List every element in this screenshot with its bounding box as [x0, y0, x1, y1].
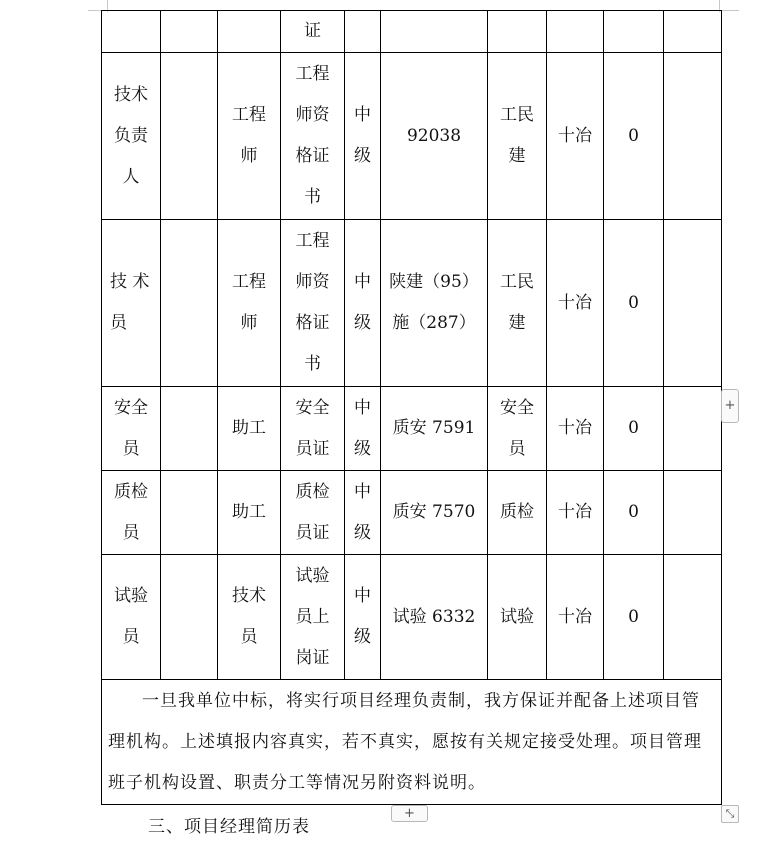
- cert-line: 工程: [295, 64, 330, 84]
- number-line: 质安 7570: [392, 502, 476, 522]
- unit-cell[interactable]: [547, 220, 604, 387]
- role-cell[interactable]: [102, 471, 161, 555]
- number-text: [393, 597, 476, 638]
- major-line: 安全: [500, 397, 534, 418]
- remark-cell[interactable]: [664, 220, 722, 387]
- cert-line: 员证: [295, 438, 330, 459]
- cert-line: 格证: [295, 146, 330, 166]
- major-text: [500, 95, 534, 177]
- level-line: 中: [354, 272, 371, 292]
- title-cell[interactable]: [218, 471, 281, 555]
- table-resize-handle[interactable]: ⤡: [721, 805, 739, 823]
- role-line: 质检: [114, 481, 148, 502]
- table-row: [102, 471, 722, 555]
- level-text: [354, 95, 371, 177]
- number-text: [389, 262, 479, 344]
- level-cell[interactable]: [345, 555, 381, 680]
- cert-cell[interactable]: [281, 471, 345, 555]
- role-line: 技术: [114, 84, 148, 105]
- count-cell[interactable]: [604, 53, 664, 220]
- cert-line: 员上: [295, 606, 330, 627]
- cert-line: 质检: [295, 481, 330, 502]
- role-text: [114, 388, 148, 470]
- count-text: 0: [628, 502, 639, 522]
- count-text: 0: [628, 606, 639, 627]
- count-cell[interactable]: [604, 471, 664, 555]
- table-row-note: [102, 680, 722, 805]
- cert-cell[interactable]: [281, 555, 345, 680]
- unit-text: 十冶: [558, 292, 592, 313]
- cert-number-cell[interactable]: [381, 220, 488, 387]
- role-text: [114, 75, 148, 198]
- cert-text: [296, 54, 330, 218]
- cert-number-cell[interactable]: [381, 53, 488, 220]
- staff-table: [101, 10, 722, 805]
- name-cell[interactable]: [161, 555, 218, 680]
- level-cell[interactable]: [345, 471, 381, 555]
- name-cell[interactable]: [161, 471, 218, 555]
- role-line: 员: [110, 313, 127, 333]
- add-column-button[interactable]: +: [721, 389, 739, 423]
- cert-line: 师资: [295, 105, 330, 125]
- cert-line: 试验: [295, 565, 330, 586]
- major-line: 建: [508, 313, 526, 333]
- major-text: [500, 492, 534, 533]
- table-row: [102, 53, 722, 220]
- number-text: [393, 408, 476, 449]
- table-cell[interactable]: [102, 11, 161, 53]
- major-cell[interactable]: [488, 387, 547, 471]
- level-cell[interactable]: [345, 387, 381, 471]
- cert-line: 工程: [295, 231, 330, 251]
- cert-line: 格证: [295, 313, 330, 333]
- major-cell[interactable]: [488, 220, 547, 387]
- role-cell[interactable]: [102, 387, 161, 471]
- unit-cell[interactable]: [547, 387, 604, 471]
- major-line: 试验: [500, 606, 534, 627]
- table-cell[interactable]: [218, 11, 281, 53]
- cert-line: 书: [304, 354, 321, 374]
- level-text: [354, 388, 371, 470]
- major-line: 工民: [500, 105, 534, 125]
- level-cell[interactable]: [345, 220, 381, 387]
- title-text: [232, 408, 266, 449]
- cert-text: [296, 556, 330, 679]
- unit-cell[interactable]: [547, 471, 604, 555]
- level-line: 级: [354, 146, 371, 166]
- major-line: 工民: [500, 272, 534, 292]
- level-text: [354, 576, 371, 658]
- count-text: 0: [628, 418, 639, 438]
- title-cell[interactable]: [218, 387, 281, 471]
- count-cell[interactable]: [604, 387, 664, 471]
- table-row: [102, 220, 722, 387]
- name-cell[interactable]: [161, 220, 218, 387]
- commitment-note-cell[interactable]: [102, 680, 722, 805]
- unit-text: 十冶: [558, 418, 592, 438]
- number-line: 施（287）: [392, 313, 476, 333]
- role-text: [114, 472, 148, 554]
- unit-text: 十冶: [558, 502, 592, 522]
- title-cell[interactable]: [218, 220, 281, 387]
- table-cell[interactable]: [664, 11, 722, 53]
- cert-number-cell[interactable]: [381, 387, 488, 471]
- table-cell[interactable]: [604, 11, 664, 53]
- role-line: 员: [122, 522, 140, 543]
- level-line: 中: [354, 481, 371, 502]
- role-cell[interactable]: [102, 555, 161, 680]
- major-cell[interactable]: [488, 471, 547, 555]
- title-line: 员: [240, 627, 258, 647]
- remark-cell[interactable]: [664, 471, 722, 555]
- number-text: [407, 116, 461, 157]
- level-cell[interactable]: [345, 53, 381, 220]
- role-line: 员: [122, 438, 140, 459]
- name-cell[interactable]: [161, 387, 218, 471]
- title-cell[interactable]: [218, 53, 281, 220]
- title-line: 师: [240, 313, 258, 333]
- title-text: [232, 492, 266, 533]
- table-cell[interactable]: [488, 11, 547, 53]
- cert-line: 员证: [295, 522, 330, 543]
- level-line: 级: [354, 313, 371, 333]
- commitment-note: 一旦我单位中标，将实行项目经理负责制，我方保证并配备上述项目管理机构。上述填报内容真实，若不真实，愿按有关规定接受处理。项目管理班子机构设置、职责分工等情况另附资料说明。: [108, 690, 702, 793]
- unit-text: 十冶: [558, 125, 592, 146]
- count-cell[interactable]: [604, 555, 664, 680]
- count-cell[interactable]: [604, 220, 664, 387]
- number-line: 质安 7591: [392, 418, 476, 438]
- unit-cell[interactable]: [547, 53, 604, 220]
- number-line: 陕建（95）: [389, 272, 479, 292]
- role-line: 安全: [114, 397, 148, 418]
- cert-line: 安全: [295, 397, 330, 418]
- table-cell[interactable]: [547, 11, 604, 53]
- cert-cell[interactable]: [281, 220, 345, 387]
- major-cell[interactable]: [488, 53, 547, 220]
- unit-text: 十冶: [558, 606, 592, 627]
- level-line: 中: [354, 105, 371, 125]
- cert-text: [296, 472, 330, 554]
- role-line: 技 术: [110, 272, 150, 292]
- table-cell[interactable]: [281, 11, 345, 53]
- role-text: [110, 262, 149, 344]
- add-row-button[interactable]: +: [391, 805, 428, 822]
- major-cell[interactable]: [488, 555, 547, 680]
- cert-text: [296, 388, 330, 470]
- level-text: [354, 472, 371, 554]
- cert-cell[interactable]: [281, 53, 345, 220]
- number-line: 试验 6332: [392, 606, 476, 627]
- table-cell[interactable]: [161, 11, 218, 53]
- cert-line: 书: [304, 187, 321, 207]
- title-line: 师: [240, 146, 258, 166]
- role-cell[interactable]: [102, 53, 161, 220]
- title-line: 助工: [232, 418, 266, 438]
- role-line: 人: [122, 166, 140, 187]
- level-line: 中: [354, 397, 371, 418]
- major-line: 建: [508, 146, 526, 166]
- major-text: [500, 388, 534, 470]
- level-text: [354, 262, 371, 344]
- cert-text: [296, 221, 330, 385]
- cert-cell[interactable]: [281, 387, 345, 471]
- cert-number-cell[interactable]: [381, 555, 488, 680]
- role-text: [114, 576, 148, 658]
- count-text: 0: [628, 125, 639, 146]
- table-row: [102, 555, 722, 680]
- cert-line: 师资: [295, 272, 330, 292]
- table-row-top-fragment: [102, 11, 722, 53]
- page-margin-mark-right-h: [719, 10, 739, 11]
- level-line: 中: [354, 586, 371, 606]
- role-line: 试验: [114, 586, 148, 606]
- remark-cell[interactable]: [664, 555, 722, 680]
- table-cell[interactable]: [345, 11, 381, 53]
- table-row: [102, 387, 722, 471]
- title-line: 工程: [232, 105, 266, 125]
- title-line: 助工: [232, 502, 266, 522]
- role-line: 员: [122, 627, 140, 647]
- name-cell[interactable]: [161, 53, 218, 220]
- role-cell[interactable]: [102, 220, 161, 387]
- cert-number-cell[interactable]: [381, 471, 488, 555]
- title-text: [232, 95, 266, 177]
- major-line: 质检: [500, 502, 534, 522]
- major-text: [500, 597, 534, 638]
- title-line: 技术: [232, 586, 266, 606]
- count-text: 0: [628, 292, 639, 313]
- title-text: [232, 576, 266, 658]
- title-line: 工程: [232, 272, 266, 292]
- remark-cell[interactable]: [664, 387, 722, 471]
- cert-line: 岗证: [295, 647, 330, 668]
- unit-cell[interactable]: [547, 555, 604, 680]
- level-line: 级: [354, 522, 371, 543]
- cert-fragment: 证: [304, 21, 321, 41]
- role-line: 负责: [114, 125, 148, 146]
- major-text: [500, 262, 534, 344]
- number-text: [393, 492, 476, 533]
- remark-cell[interactable]: [664, 53, 722, 220]
- level-line: 级: [354, 627, 371, 647]
- title-cell[interactable]: [218, 555, 281, 680]
- table-cell[interactable]: [381, 11, 488, 53]
- section-heading-resume: 三、项目经理简历表: [148, 817, 310, 837]
- level-line: 级: [354, 438, 371, 459]
- number-line: 92038: [406, 125, 462, 146]
- major-line: 员: [508, 438, 526, 459]
- title-text: [232, 262, 266, 344]
